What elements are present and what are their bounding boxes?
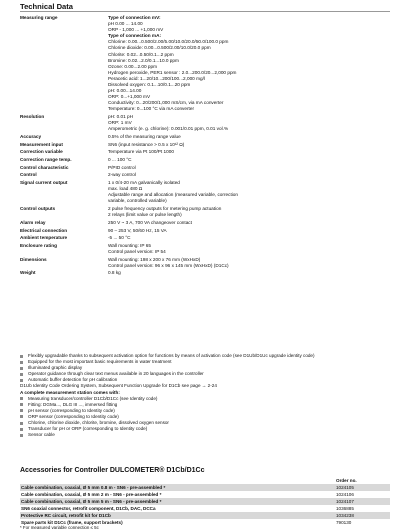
accessory-order-no: 1024106	[336, 492, 354, 497]
spec-label: Control	[20, 172, 37, 178]
spec-value-line: 250 V ~ 3 A, 700 VA changeover contact	[108, 219, 192, 225]
spec-value	[108, 257, 390, 269]
spec-row	[20, 243, 390, 255]
spec-value-line: Ozone: 0.00...2.00 ppm	[108, 63, 157, 69]
spec-value-line: Type of connection mA:	[108, 33, 162, 39]
spec-label: Ambient temperature	[20, 235, 68, 241]
spec-value	[108, 180, 390, 204]
feature-bullet: Fitting: DGMa..., DLG III ..., immersed fitting	[20, 402, 390, 408]
accessories-rows	[20, 484, 390, 526]
spec-row	[20, 235, 390, 241]
spec-row	[20, 206, 390, 218]
feature-bullet: Automatic buffer detection for pH calibration	[20, 377, 390, 383]
spec-value	[108, 114, 390, 132]
spec-value	[108, 165, 390, 171]
spec-row	[20, 15, 390, 113]
spec-value	[108, 206, 390, 218]
spec-value-line: Temperature via Pt 100/Pt 1000	[108, 149, 174, 155]
spec-row	[20, 270, 390, 276]
spec-value-line: Wall mounting: IP 65	[108, 242, 151, 248]
accessory-name: Protective RC circuit, retrofit kit for D1Cb	[21, 513, 111, 518]
spec-label: Correction range temp.	[20, 157, 72, 163]
spec-value-line: ORP: 0...+1,000 mV	[108, 94, 151, 100]
spec-value-line: Chlorine: 0.00...0.500/2.00/5.00/10.0/20.0/50.0/100.0 ppm	[108, 39, 229, 45]
feature-bullet: Operator guidance through clear text menus available in 20 languages in the controller	[20, 371, 390, 377]
spec-value	[108, 157, 390, 163]
spec-label: Measurement input	[20, 141, 63, 147]
spec-value-line: Temperature: 0...100 °C via mA converter	[108, 106, 195, 112]
spec-value-line: Wall mounting: 198 x 200 x 76 mm (WxHxD)	[108, 256, 201, 262]
accessory-row	[20, 512, 390, 519]
feature-bullet: Measuring transducer/controller D1Cb/D1Cc (see Identity code)	[20, 396, 390, 402]
spec-label: Control characteristic	[20, 164, 69, 170]
accessory-order-no: 790130	[336, 520, 352, 525]
spec-value-line: Control panel version: IP 54	[108, 249, 166, 254]
spec-row	[20, 228, 390, 234]
spec-value-line: Dissolved oxygen: 0.1...10/0.1...20 ppm	[108, 82, 191, 88]
spec-label: Weight	[20, 270, 36, 276]
spec-label: Control outputs	[20, 206, 56, 212]
spec-row	[20, 142, 390, 148]
accessories-title: Accessories for Controller DULCOMETER® D1Cb/D1Cc	[20, 467, 205, 474]
accessory-row	[20, 484, 390, 491]
accessory-order-no: 1036885	[336, 506, 354, 511]
feature-bullet: pH sensor (corresponding to Identity code)	[20, 408, 390, 414]
feature-heading: A complete measurement station comes with:	[20, 389, 120, 395]
accessory-name: Cable combination, coaxial, Ø 5 mm 0.8 m - SN6 - pre-assembled *	[21, 485, 166, 490]
feature-bullet: Chlorine, chlorine dioxide, chlorite, bromine, dissolved oxygen sensor	[20, 420, 390, 426]
spec-row	[20, 257, 390, 269]
spec-value-line: 0 ... 100 °C	[108, 157, 132, 163]
accessory-order-no: 1024107	[336, 499, 354, 504]
spec-value-line: Chlorite: 0.02...0.50/0.1...2 ppm	[108, 51, 174, 57]
footnote: * For measured variable connection ≤ 5c	[20, 525, 99, 530]
spec-value-line: Bromine: 0.02...2.0/0.1...10.0 ppm	[108, 57, 179, 63]
spec-label: Enclosure rating	[20, 242, 57, 248]
spec-table	[20, 15, 390, 278]
accessory-name: Cable combination, coaxial, Ø 5 mm 2 m - SN6 - pre-assembled *	[21, 492, 162, 497]
spec-row	[20, 114, 390, 132]
feature-list	[20, 353, 390, 438]
feature-bullet: Transducer for pH or ORP (corresponding to Identity code)	[20, 426, 390, 432]
spec-value-line: ORP: 1 mV	[108, 120, 132, 126]
spec-value-line: 90 – 253 V, 50/60 Hz, 15 VA	[108, 227, 167, 233]
accessories-table	[20, 477, 390, 526]
spec-label: Resolution	[20, 114, 45, 120]
spec-row	[20, 180, 390, 204]
accessories-header	[20, 477, 390, 484]
spec-value-line: Hydrogen peroxide, PER1 sensor : 2.0...200.0/20...2,000 ppm	[108, 69, 237, 75]
spec-value	[108, 142, 390, 148]
feature-bullet: ORP sensor (corresponding to Identity code)	[20, 414, 390, 420]
spec-value	[108, 235, 390, 241]
spec-value-line: Amperometric (e. g. chlorine): 0.001/0.01 ppm, 0.01 vol.%	[108, 126, 229, 132]
spec-row	[20, 172, 390, 178]
spec-label: Measuring range	[20, 15, 58, 20]
spec-value-line: Chlorine dioxide: 0.00...0.500/2.00/10.0/20.0 ppm	[108, 45, 211, 51]
accessory-row	[20, 491, 390, 498]
spec-value-line: Type of connection mV:	[108, 15, 161, 20]
spec-value	[108, 172, 390, 178]
accessory-order-no: 1024105	[336, 485, 354, 490]
spec-value-line: 2-way control	[108, 172, 136, 178]
spec-value-line: 0.8 kg	[108, 270, 121, 276]
feature-bullet: Sensor cable	[20, 432, 390, 438]
spec-value	[108, 228, 390, 234]
spec-value-line: 0.5% of the measuring range value	[108, 133, 181, 139]
spec-value	[108, 149, 390, 155]
spec-value-line: variable, controlled variable)	[108, 198, 167, 204]
spec-value-line: P/PID control	[108, 164, 136, 170]
spec-value-line: -5 ... 50 °C	[108, 235, 131, 241]
spec-value-line: 1 x 0/4-20 mA galvanically isolated	[108, 180, 180, 186]
spec-label: Correction variable	[20, 149, 63, 155]
spec-value	[108, 243, 390, 255]
spec-label: Electrical connection	[20, 227, 68, 233]
spec-row	[20, 220, 390, 226]
spec-value-line: SN6 (input resistance > 0.5 x 10¹² Ω)	[108, 141, 185, 147]
spec-label: Dimensions	[20, 256, 47, 262]
spec-value-line: pH 0.00 ... 14.00	[108, 21, 143, 27]
accessory-name: Cable combination, coaxial, Ø 5 mm 5 m - SN6 - pre-assembled *	[21, 499, 162, 504]
spec-label: Signal current output	[20, 180, 68, 186]
spec-label: Accuracy	[20, 133, 42, 139]
spec-row	[20, 157, 390, 163]
feature-bullet: Equipped for the most important basic requirements in water treatment	[20, 359, 390, 365]
spec-row	[20, 165, 390, 171]
spec-value-line: ORP - 1,000 ... +1,000 mV	[108, 27, 164, 33]
spec-value	[108, 15, 390, 113]
spec-value-line: Conductivity: 0...20/200/1,000 mS/cm, via mA converter	[108, 100, 224, 106]
spec-value	[108, 134, 390, 140]
accessory-row	[20, 498, 390, 505]
spec-value-line: max. load 480 Ω	[108, 186, 143, 192]
spec-row	[20, 134, 390, 140]
spec-value-line: pH: 0.00...14.00	[108, 88, 142, 94]
spec-label: Alarm relay	[20, 219, 46, 225]
feature-bullet: Flexibly upgradable thanks to subsequent activation option for functions by means of activation code (see D1Ub/D1Uc upgrade identity code)	[20, 353, 390, 359]
spec-value-line: pH: 0.01 pH	[108, 114, 134, 120]
spec-value-line: Control panel version: 96 x 96 x 145 mm (WxHxD) (D1Cc)	[108, 262, 229, 268]
accessory-order-no: 1034238	[336, 513, 354, 518]
spec-row	[20, 149, 390, 155]
accessory-name: Spare parts kit D1Cc (frame, support brackets)	[21, 520, 123, 525]
spec-value-line: Peracetic acid: 1...20/10...200/100...2,000 mg/l	[108, 75, 205, 81]
page-title: Technical Data	[20, 2, 74, 11]
title-rule	[20, 11, 390, 12]
spec-value	[108, 270, 390, 276]
spec-value	[108, 220, 390, 226]
feature-note: D1Ub Identity Code Ordering System, Subsequent Function Upgrade for D1Cb see page → 2-24	[20, 383, 217, 389]
spec-value-line: Adjustable range and allocation (measured variable, correction	[108, 192, 239, 198]
spec-value-line: 2 pulse frequency outputs for metering pump actuation	[108, 206, 222, 212]
accessory-name: SN6 coaxial connector, retrofit component, D1Cb, DAC, DCCa	[21, 506, 156, 511]
accessory-row	[20, 505, 390, 512]
order-no-header: Order no.	[336, 478, 357, 483]
spec-value-line: 2 relays (limit value or pulse length)	[108, 212, 182, 218]
feature-bullet: Illuminated graphic display	[20, 365, 390, 371]
